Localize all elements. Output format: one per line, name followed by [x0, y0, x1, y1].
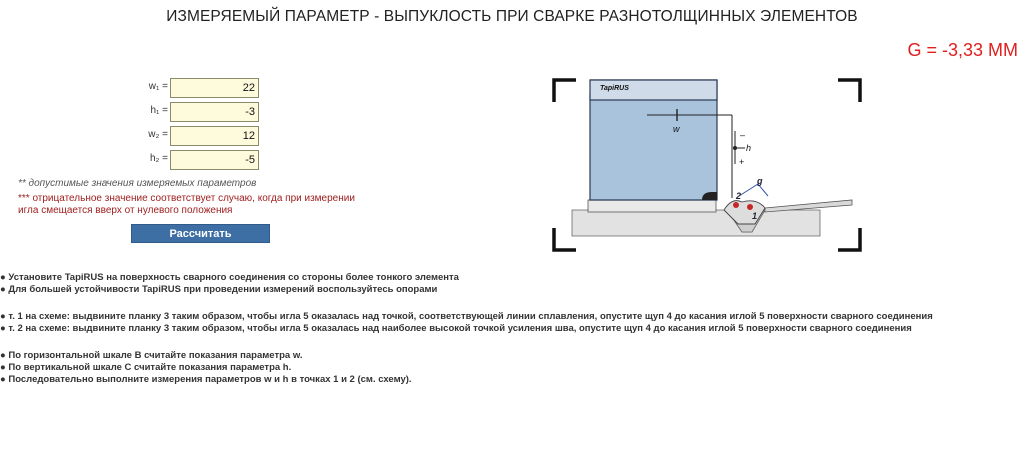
- instruction-line: ● Для большей устойчивости TapiRUS при проведении измерений воспользуйтесь опорами: [0, 284, 438, 295]
- result-value: G = -3,33 ММ: [907, 40, 1018, 60]
- negative-note-line1: *** отрицательное значение соответствует случаю, когда при измерении: [18, 193, 355, 204]
- h2-label: h₂ =: [149, 153, 168, 164]
- instruction-line: ● По вертикальной шкале C считайте показания параметра h.: [0, 362, 292, 373]
- h-label: h: [746, 143, 752, 153]
- gauge-brand: TapiRUS: [600, 85, 629, 92]
- instruction-line: ● т. 1 на схеме: выдвините планку 3 таким образом, чтобы игла 5 оказалась над точкой, соответствующей линии сплавления, опустите щуп 4 до касания иглой 5 поверхности сварного соединения: [0, 311, 933, 322]
- page-title: ИЗМЕРЯЕМЫЙ ПАРАМЕТР - ВЫПУКЛОСТЬ ПРИ СВАРКЕ РАЗНОТОЛЩИННЫХ ЭЛЕМЕНТОВ: [166, 8, 858, 25]
- h1-input[interactable]: [170, 102, 259, 122]
- instruction-line: ● т. 2 на схеме: выдвините планку 3 таким образом, чтобы игла 5 оказалась над наиболее высокой точкой усиления шва, опустите щуп 4 до касания иглой 5 поверхности сварного соединения: [0, 323, 912, 334]
- measurement-diagram: [552, 76, 864, 256]
- w-label: w: [673, 124, 680, 134]
- field-row-h1: [0, 102, 260, 122]
- field-row-w2: [0, 126, 260, 146]
- frame-corner-bottom-right: [838, 228, 860, 250]
- instruction-line: ● По горизонтальной шкале B считайте показания параметра w.: [0, 350, 303, 361]
- w2-input[interactable]: [170, 126, 259, 146]
- w2-label: w₂ =: [148, 129, 168, 140]
- g-label: g: [757, 176, 763, 186]
- thick-element: [588, 200, 716, 212]
- point-1-marker: [747, 204, 753, 210]
- negative-value-note: [18, 193, 355, 217]
- frame-corner-top-left: [554, 80, 576, 102]
- allowed-values-note: ** допустимые значения измеряемых параметров: [18, 178, 257, 189]
- w1-input[interactable]: [170, 78, 259, 98]
- h1-label: h₁ =: [150, 105, 168, 116]
- base-plate: [572, 210, 820, 236]
- h-minus-label: –: [740, 130, 746, 140]
- instruction-line: ● Установите TapiRUS на поверхность сварного соединения со стороны более тонкого элемента: [0, 272, 459, 283]
- field-row-h2: [0, 150, 260, 170]
- field-row-w1: [0, 78, 260, 98]
- point-2-label: 2: [736, 191, 742, 201]
- g-dimension-line: [739, 184, 768, 196]
- point-2-marker: [733, 202, 739, 208]
- negative-note-line2: игла смещается вверх от нулевого положения: [18, 205, 233, 216]
- calculate-button[interactable]: Рассчитать: [131, 224, 270, 243]
- instruction-line: ● Последовательно выполните измерения параметров w и h в точках 1 и 2 (см. схему).: [0, 374, 412, 385]
- h-plus-label: +: [739, 157, 745, 167]
- w1-label: w₁ =: [148, 81, 168, 92]
- frame-corner-top-right: [838, 80, 860, 102]
- h2-input[interactable]: [170, 150, 259, 170]
- point-1-label: 1: [752, 211, 758, 221]
